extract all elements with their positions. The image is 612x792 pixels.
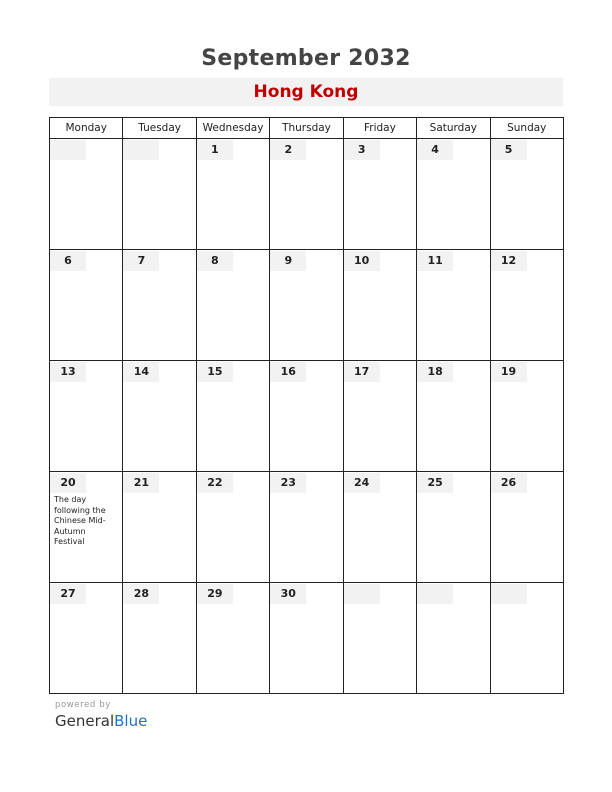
- region-name: Hong Kong: [253, 82, 359, 102]
- footer-branding: [55, 700, 147, 730]
- weekday-header: Sunday: [490, 118, 563, 139]
- day-number: [123, 140, 159, 160]
- day-number: 22: [197, 473, 233, 493]
- empty-day-cell: [123, 139, 196, 250]
- day-number: 9: [270, 251, 306, 271]
- day-cell[interactable]: [123, 472, 196, 583]
- day-number: 28: [123, 584, 159, 604]
- day-cell[interactable]: [490, 250, 563, 361]
- weekday-header: Saturday: [417, 118, 490, 139]
- day-cell[interactable]: [417, 250, 490, 361]
- day-number: [50, 140, 86, 160]
- day-number: 23: [270, 473, 306, 493]
- day-cell[interactable]: [490, 472, 563, 583]
- day-number: 20: [50, 473, 86, 493]
- empty-day-cell: [343, 583, 416, 694]
- day-number: 21: [123, 473, 159, 493]
- week-row: [50, 472, 564, 583]
- day-cell[interactable]: [50, 250, 123, 361]
- day-cell[interactable]: [196, 139, 269, 250]
- day-cell[interactable]: [270, 583, 343, 694]
- empty-day-cell: [50, 139, 123, 250]
- day-cell[interactable]: [50, 361, 123, 472]
- calendar-title: September 2032: [201, 46, 411, 71]
- day-number: [491, 584, 527, 604]
- day-number: 26: [491, 473, 527, 493]
- weekday-header: Tuesday: [123, 118, 196, 139]
- week-row: [50, 583, 564, 694]
- day-cell[interactable]: [50, 472, 123, 583]
- day-cell[interactable]: [490, 361, 563, 472]
- generalblue-logo[interactable]: [55, 712, 147, 730]
- day-number: 2: [270, 140, 306, 160]
- day-number: 3: [344, 140, 380, 160]
- day-number: 18: [417, 362, 453, 382]
- day-number: 1: [197, 140, 233, 160]
- day-cell[interactable]: [123, 250, 196, 361]
- day-cell[interactable]: [50, 583, 123, 694]
- weekday-header: Wednesday: [196, 118, 269, 139]
- day-number: 6: [50, 251, 86, 271]
- day-number: 4: [417, 140, 453, 160]
- day-cell[interactable]: [343, 361, 416, 472]
- day-number: 13: [50, 362, 86, 382]
- day-number: 12: [491, 251, 527, 271]
- weekday-header: Friday: [343, 118, 416, 139]
- calendar-grid: [49, 117, 564, 694]
- brand-general-text: General: [55, 712, 115, 730]
- day-cell[interactable]: [490, 139, 563, 250]
- day-cell[interactable]: [417, 361, 490, 472]
- day-number: 16: [270, 362, 306, 382]
- day-cell[interactable]: [123, 583, 196, 694]
- day-number: 25: [417, 473, 453, 493]
- brand-blue-text: Blue: [114, 712, 148, 730]
- day-cell[interactable]: [196, 361, 269, 472]
- day-cell[interactable]: [196, 472, 269, 583]
- weekday-header: Thursday: [270, 118, 343, 139]
- day-cell[interactable]: [417, 139, 490, 250]
- day-number: 7: [123, 251, 159, 271]
- day-cell[interactable]: [343, 472, 416, 583]
- day-number: 8: [197, 251, 233, 271]
- day-number: 11: [417, 251, 453, 271]
- day-cell[interactable]: [123, 361, 196, 472]
- day-cell[interactable]: [343, 250, 416, 361]
- day-number: 29: [197, 584, 233, 604]
- day-number: 15: [197, 362, 233, 382]
- weekday-header: Monday: [50, 118, 123, 139]
- week-row: [50, 361, 564, 472]
- day-number: 5: [491, 140, 527, 160]
- region-banner: [49, 78, 563, 106]
- day-number: 14: [123, 362, 159, 382]
- day-cell[interactable]: [196, 583, 269, 694]
- day-cell[interactable]: [270, 250, 343, 361]
- day-number: 10: [344, 251, 380, 271]
- day-number: 24: [344, 473, 380, 493]
- empty-day-cell: [490, 583, 563, 694]
- day-cell[interactable]: [270, 472, 343, 583]
- day-number: 30: [270, 584, 306, 604]
- week-row: [50, 139, 564, 250]
- weekday-header-row: [50, 118, 564, 139]
- holiday-label: The day following the Chinese Mid-Autumn Festival: [54, 495, 106, 546]
- day-cell[interactable]: [417, 472, 490, 583]
- day-number: 19: [491, 362, 527, 382]
- day-number: 17: [344, 362, 380, 382]
- day-cell[interactable]: [270, 361, 343, 472]
- day-cell[interactable]: [270, 139, 343, 250]
- day-cell[interactable]: [196, 250, 269, 361]
- day-number: 27: [50, 584, 86, 604]
- empty-day-cell: [417, 583, 490, 694]
- day-cell[interactable]: [343, 139, 416, 250]
- powered-by-label: powered by: [55, 700, 111, 710]
- day-number: [344, 584, 380, 604]
- day-number: [417, 584, 453, 604]
- week-row: [50, 250, 564, 361]
